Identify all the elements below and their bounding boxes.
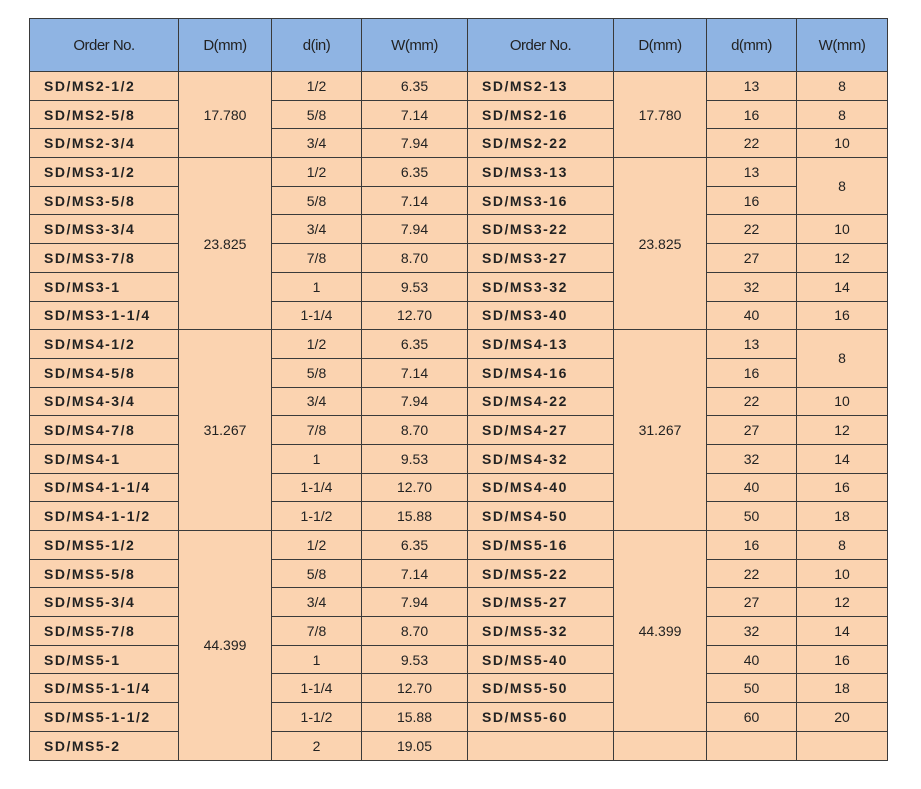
empty-cell	[707, 731, 797, 760]
table-row	[30, 473, 888, 502]
order-no-cell: SD/MS5-1/2	[30, 531, 179, 560]
width-cell: 12.70	[362, 301, 468, 330]
header-d-in: d(in)	[272, 19, 362, 72]
inner-diameter-in-cell: 1/2	[272, 531, 362, 560]
width-cell-right: 10	[797, 387, 888, 416]
inner-diameter-in-cell: 1-1/4	[272, 473, 362, 502]
width-cell: 7.94	[362, 588, 468, 617]
inner-diameter-mm-cell: 27	[707, 588, 797, 617]
inner-diameter-mm-cell: 22	[707, 215, 797, 244]
order-no-cell: SD/MS4-1-1/4	[30, 473, 179, 502]
order-no-cell-right: SD/MS2-16	[468, 100, 614, 129]
order-no-cell: SD/MS5-7/8	[30, 617, 179, 646]
table-row	[30, 272, 888, 301]
order-no-cell-right: SD/MS4-13	[468, 330, 614, 359]
inner-diameter-mm-cell: 13	[707, 72, 797, 101]
order-no-cell: SD/MS4-1/2	[30, 330, 179, 359]
order-no-cell-right: SD/MS5-50	[468, 674, 614, 703]
inner-diameter-in-cell: 3/4	[272, 387, 362, 416]
order-no-cell-right: SD/MS4-16	[468, 358, 614, 387]
inner-diameter-in-cell: 1-1/4	[272, 301, 362, 330]
inner-diameter-in-cell: 1	[272, 272, 362, 301]
width-cell: 6.35	[362, 330, 468, 359]
order-no-cell-right: SD/MS5-60	[468, 703, 614, 732]
order-no-cell: SD/MS4-1	[30, 444, 179, 473]
header-order-no: Order No.	[30, 19, 179, 72]
table-row	[30, 617, 888, 646]
inner-diameter-mm-cell: 50	[707, 502, 797, 531]
width-cell-right: 14	[797, 617, 888, 646]
table-row	[30, 186, 888, 215]
width-cell-right: 18	[797, 502, 888, 531]
inner-diameter-in-cell: 1-1/2	[272, 502, 362, 531]
inner-diameter-mm-cell: 40	[707, 645, 797, 674]
width-cell-right: 12	[797, 416, 888, 445]
table-row	[30, 301, 888, 330]
order-no-cell-right: SD/MS3-13	[468, 158, 614, 187]
order-no-cell: SD/MS3-1	[30, 272, 179, 301]
width-cell: 9.53	[362, 272, 468, 301]
inner-diameter-mm-cell: 32	[707, 617, 797, 646]
table-row	[30, 502, 888, 531]
order-no-cell: SD/MS5-1-1/2	[30, 703, 179, 732]
inner-diameter-mm-cell: 32	[707, 272, 797, 301]
width-cell-right: 16	[797, 301, 888, 330]
header-w-mm: W(mm)	[362, 19, 468, 72]
header-row	[30, 19, 888, 72]
inner-diameter-in-cell: 2	[272, 731, 362, 760]
order-no-cell: SD/MS5-1-1/4	[30, 674, 179, 703]
inner-diameter-mm-cell: 32	[707, 444, 797, 473]
inner-diameter-mm-cell: 16	[707, 186, 797, 215]
inner-diameter-in-cell: 1-1/2	[272, 703, 362, 732]
width-cell-right: 18	[797, 674, 888, 703]
table-row	[30, 330, 888, 359]
table-row	[30, 531, 888, 560]
order-no-cell: SD/MS2-1/2	[30, 72, 179, 101]
order-no-cell-right: SD/MS4-50	[468, 502, 614, 531]
order-no-cell: SD/MS3-5/8	[30, 186, 179, 215]
header-w-mm-right: W(mm)	[797, 19, 888, 72]
width-cell-right: 14	[797, 444, 888, 473]
order-no-cell: SD/MS5-1	[30, 645, 179, 674]
inner-diameter-mm-cell: 22	[707, 387, 797, 416]
table-row	[30, 244, 888, 273]
order-no-cell: SD/MS3-3/4	[30, 215, 179, 244]
order-no-cell-right: SD/MS4-22	[468, 387, 614, 416]
inner-diameter-in-cell: 3/4	[272, 215, 362, 244]
header-small-d-mm-right: d(mm)	[707, 19, 797, 72]
outer-diameter-cell: 44.399	[179, 531, 272, 761]
inner-diameter-mm-cell: 16	[707, 358, 797, 387]
order-no-cell: SD/MS4-7/8	[30, 416, 179, 445]
inner-diameter-mm-cell: 16	[707, 100, 797, 129]
width-cell: 7.94	[362, 129, 468, 158]
order-no-cell-right: SD/MS2-22	[468, 129, 614, 158]
width-cell-right: 10	[797, 129, 888, 158]
width-cell-right: 10	[797, 215, 888, 244]
order-no-cell-right: SD/MS3-27	[468, 244, 614, 273]
inner-diameter-in-cell: 5/8	[272, 358, 362, 387]
width-cell: 7.14	[362, 186, 468, 215]
order-no-cell-right: SD/MS4-32	[468, 444, 614, 473]
inner-diameter-mm-cell: 27	[707, 244, 797, 273]
table-row	[30, 731, 888, 760]
table-row	[30, 387, 888, 416]
width-cell-right: 8	[797, 531, 888, 560]
inner-diameter-mm-cell: 40	[707, 301, 797, 330]
table-row	[30, 645, 888, 674]
table-row	[30, 358, 888, 387]
order-no-cell-right: SD/MS3-22	[468, 215, 614, 244]
width-cell: 9.53	[362, 444, 468, 473]
inner-diameter-mm-cell: 60	[707, 703, 797, 732]
outer-diameter-cell-right: 17.780	[614, 72, 707, 158]
outer-diameter-cell-right: 23.825	[614, 158, 707, 330]
inner-diameter-mm-cell: 16	[707, 531, 797, 560]
width-cell: 19.05	[362, 731, 468, 760]
width-cell: 12.70	[362, 674, 468, 703]
header-d-mm-right: D(mm)	[614, 19, 707, 72]
inner-diameter-in-cell: 7/8	[272, 416, 362, 445]
order-no-cell: SD/MS2-3/4	[30, 129, 179, 158]
inner-diameter-in-cell: 1	[272, 645, 362, 674]
order-no-cell-right: SD/MS3-16	[468, 186, 614, 215]
inner-diameter-in-cell: 1-1/4	[272, 674, 362, 703]
width-cell: 7.14	[362, 358, 468, 387]
inner-diameter-mm-cell: 22	[707, 129, 797, 158]
width-cell: 7.94	[362, 387, 468, 416]
header-d-mm: D(mm)	[179, 19, 272, 72]
width-cell: 8.70	[362, 617, 468, 646]
order-no-cell: SD/MS5-5/8	[30, 559, 179, 588]
inner-diameter-in-cell: 3/4	[272, 588, 362, 617]
width-cell: 6.35	[362, 72, 468, 101]
inner-diameter-in-cell: 5/8	[272, 559, 362, 588]
width-cell-right: 16	[797, 473, 888, 502]
empty-cell	[614, 731, 707, 760]
width-cell: 7.94	[362, 215, 468, 244]
inner-diameter-mm-cell: 13	[707, 158, 797, 187]
width-cell: 12.70	[362, 473, 468, 502]
width-cell-right: 8	[797, 330, 888, 387]
order-no-cell: SD/MS3-7/8	[30, 244, 179, 273]
inner-diameter-mm-cell: 22	[707, 559, 797, 588]
width-cell: 15.88	[362, 703, 468, 732]
width-cell-right: 16	[797, 645, 888, 674]
outer-diameter-cell: 23.825	[179, 158, 272, 330]
inner-diameter-in-cell: 5/8	[272, 100, 362, 129]
order-no-cell-right: SD/MS5-27	[468, 588, 614, 617]
table-row	[30, 588, 888, 617]
order-no-cell-right: SD/MS5-40	[468, 645, 614, 674]
order-no-cell-right: SD/MS5-16	[468, 531, 614, 560]
inner-diameter-in-cell: 1/2	[272, 158, 362, 187]
width-cell: 7.14	[362, 100, 468, 129]
header-order-no-right: Order No.	[468, 19, 614, 72]
width-cell: 8.70	[362, 416, 468, 445]
width-cell-right: 8	[797, 72, 888, 101]
order-no-cell-right: SD/MS3-32	[468, 272, 614, 301]
inner-diameter-in-cell: 5/8	[272, 186, 362, 215]
empty-cell	[468, 731, 614, 760]
table-row	[30, 416, 888, 445]
width-cell-right: 8	[797, 100, 888, 129]
order-no-cell-right: SD/MS5-22	[468, 559, 614, 588]
table-row	[30, 100, 888, 129]
width-cell: 6.35	[362, 158, 468, 187]
width-cell-right: 10	[797, 559, 888, 588]
order-no-cell-right: SD/MS2-13	[468, 72, 614, 101]
outer-diameter-cell-right: 31.267	[614, 330, 707, 531]
width-cell: 9.53	[362, 645, 468, 674]
order-no-cell-right: SD/MS3-40	[468, 301, 614, 330]
inner-diameter-in-cell: 7/8	[272, 244, 362, 273]
inner-diameter-in-cell: 1/2	[272, 330, 362, 359]
order-no-cell: SD/MS4-1-1/2	[30, 502, 179, 531]
inner-diameter-mm-cell: 40	[707, 473, 797, 502]
order-no-cell-right: SD/MS4-27	[468, 416, 614, 445]
width-cell-right: 14	[797, 272, 888, 301]
order-no-cell: SD/MS3-1/2	[30, 158, 179, 187]
outer-diameter-cell-right: 44.399	[614, 531, 707, 732]
table-row	[30, 72, 888, 101]
order-no-cell-right: SD/MS4-40	[468, 473, 614, 502]
order-no-cell: SD/MS5-3/4	[30, 588, 179, 617]
order-no-cell-right: SD/MS5-32	[468, 617, 614, 646]
table-row	[30, 129, 888, 158]
order-no-cell: SD/MS4-3/4	[30, 387, 179, 416]
width-cell-right: 12	[797, 588, 888, 617]
inner-diameter-mm-cell: 50	[707, 674, 797, 703]
inner-diameter-in-cell: 3/4	[272, 129, 362, 158]
width-cell-right: 20	[797, 703, 888, 732]
empty-cell	[797, 731, 888, 760]
width-cell: 15.88	[362, 502, 468, 531]
spec-table	[29, 18, 888, 761]
inner-diameter-in-cell: 1/2	[272, 72, 362, 101]
order-no-cell: SD/MS4-5/8	[30, 358, 179, 387]
outer-diameter-cell: 31.267	[179, 330, 272, 531]
order-no-cell: SD/MS2-5/8	[30, 100, 179, 129]
table-body	[30, 72, 888, 761]
order-no-cell: SD/MS3-1-1/4	[30, 301, 179, 330]
table-row	[30, 559, 888, 588]
outer-diameter-cell: 17.780	[179, 72, 272, 158]
table-row	[30, 674, 888, 703]
width-cell: 6.35	[362, 531, 468, 560]
width-cell-right: 8	[797, 158, 888, 215]
inner-diameter-mm-cell: 27	[707, 416, 797, 445]
table-row	[30, 703, 888, 732]
inner-diameter-mm-cell: 13	[707, 330, 797, 359]
table-row	[30, 444, 888, 473]
width-cell-right: 12	[797, 244, 888, 273]
table-row	[30, 158, 888, 187]
table-row	[30, 215, 888, 244]
width-cell: 8.70	[362, 244, 468, 273]
inner-diameter-in-cell: 7/8	[272, 617, 362, 646]
inner-diameter-in-cell: 1	[272, 444, 362, 473]
width-cell: 7.14	[362, 559, 468, 588]
order-no-cell: SD/MS5-2	[30, 731, 179, 760]
